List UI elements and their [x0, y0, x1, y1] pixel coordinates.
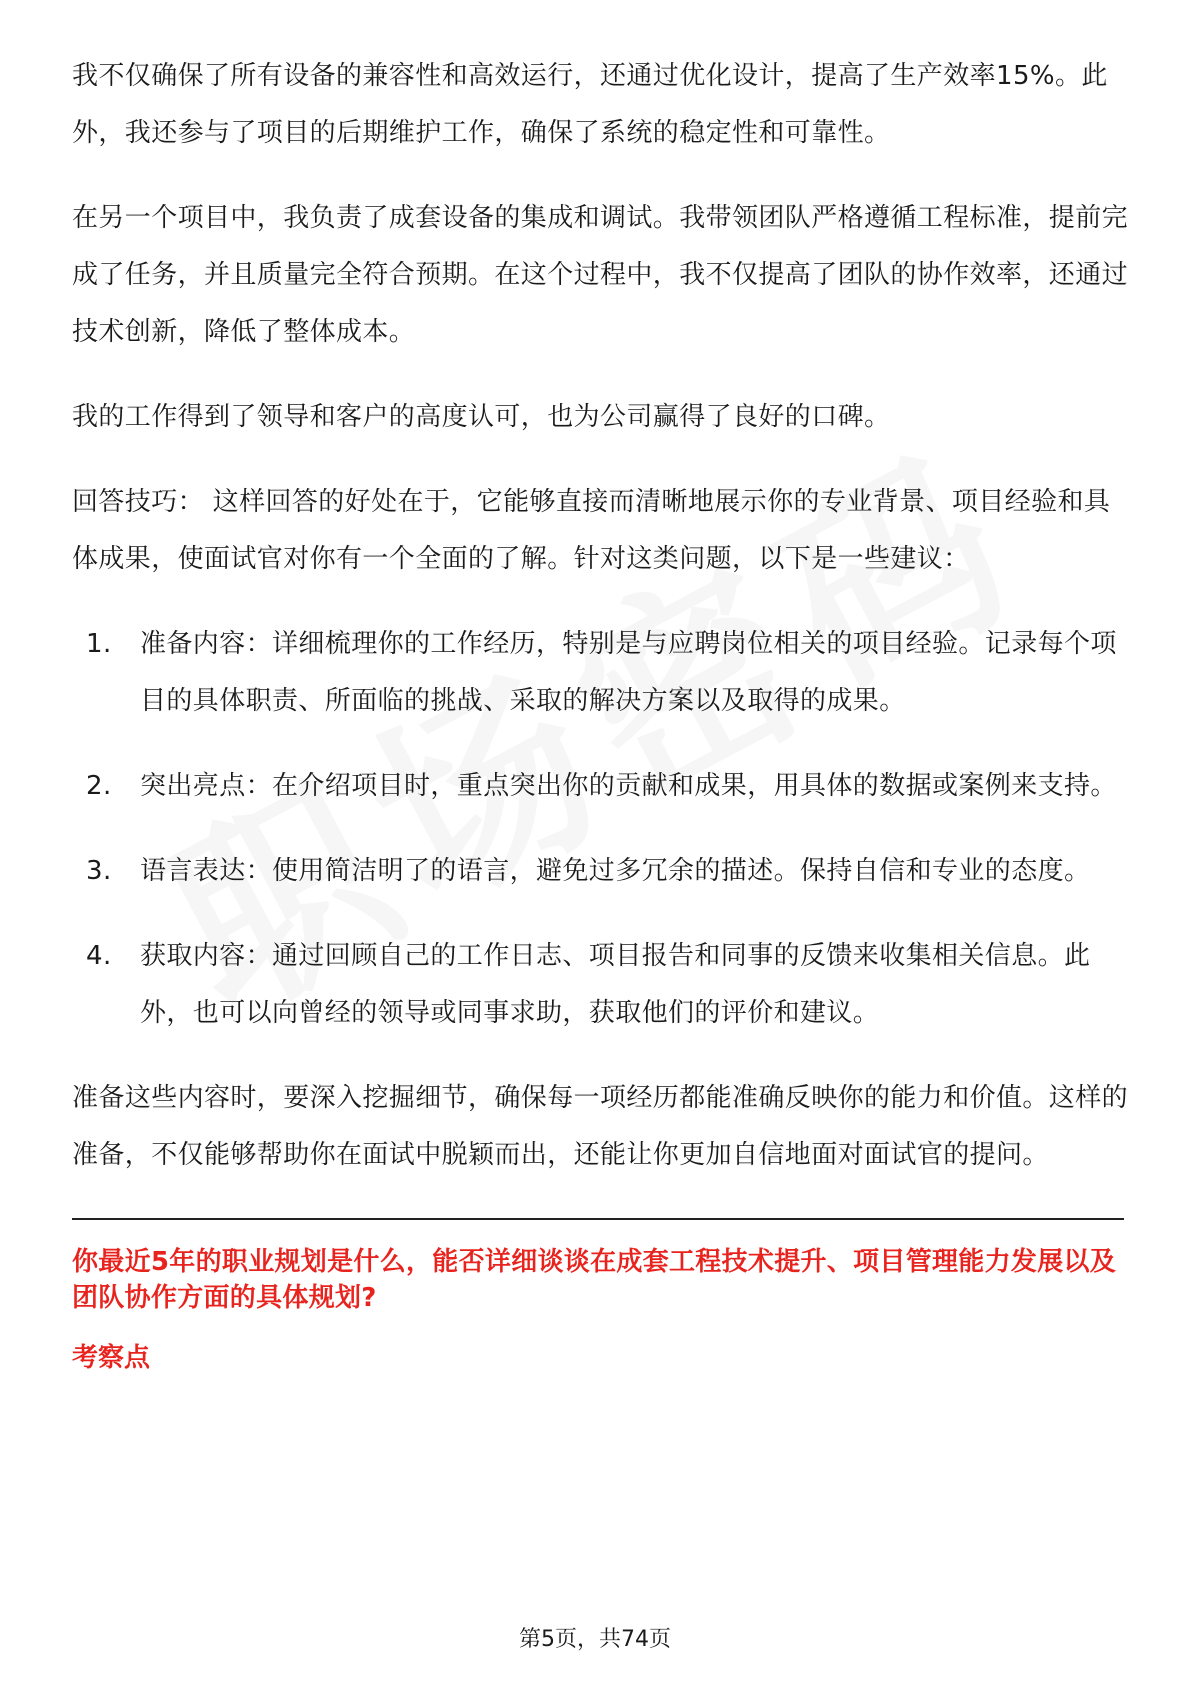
list-item-text: 获取内容：通过回顾自己的工作日志、项目报告和同事的反馈来收集相关信息。此外，也可以向曾经的领导或同事求助，获取他们的评价和建议。	[140, 941, 1091, 1028]
question-heading: 你最近5年的职业规划是什么，能否详细谈谈在成套工程技术提升、项目管理能力发展以及团队协作方面的具体规划?	[72, 1247, 1117, 1313]
list-item-text: 突出亮点：在介绍项目时，重点突出你的贡献和成果，用具体的数据或案例来支持。	[140, 771, 1117, 801]
list-item-text: 准备内容：详细梳理你的工作经历，特别是与应聘岗位相关的项目经验。记录每个项目的具体职责、所面临的挑战、采取的解决方案以及取得的成果。	[140, 629, 1117, 716]
list-item-number: 2.	[86, 771, 112, 801]
paragraph-recognition: 我的工作得到了领导和客户的高度认可，也为公司赢得了良好的口碑。	[72, 402, 891, 432]
paragraph-efficiency: 我不仅确保了所有设备的兼容性和高效运行，还通过优化设计，提高了生产效率15%。此外，我还参与了项目的后期维护工作，确保了系统的稳定性和可靠性。	[72, 61, 1108, 148]
paragraph-answer-tips: 回答技巧： 这样回答的好处在于，它能够直接而清晰地展示你的专业背景、项目经验和具体成果，使面试官对你有一个全面的了解。针对这类问题，以下是一些建议：	[72, 487, 1111, 574]
list-item-text: 语言表达：使用简洁明了的语言，避免过多冗余的描述。保持自信和专业的态度。	[140, 856, 1091, 886]
list-item	[86, 928, 1132, 1042]
section-divider	[72, 1218, 1124, 1220]
list-item-number: 1.	[86, 629, 112, 659]
page-content	[72, 48, 1132, 1376]
list-item	[86, 843, 1132, 900]
list-item	[86, 758, 1132, 815]
paragraph-integration-project: 在另一个项目中，我负责了成套设备的集成和调试。我带领团队严格遵循工程标准，提前完成了任务，并且质量完全符合预期。在这个过程中，我不仅提高了团队的协作效率，还通过技术创新，降低了整体成本。	[72, 203, 1129, 347]
list-item-number: 3.	[86, 856, 112, 886]
paragraph-closing: 准备这些内容时，要深入挖掘细节，确保每一项经历都能准确反映你的能力和价值。这样的准备，不仅能够帮助你在面试中脱颖而出，还能让你更加自信地面对面试官的提问。	[72, 1083, 1129, 1170]
page-footer: 第5页，共74页	[519, 1627, 671, 1652]
list-item-number: 4.	[86, 941, 112, 971]
tips-list	[72, 616, 1132, 1042]
list-item	[86, 616, 1132, 730]
section-label-assessment: 考察点	[72, 1343, 151, 1373]
